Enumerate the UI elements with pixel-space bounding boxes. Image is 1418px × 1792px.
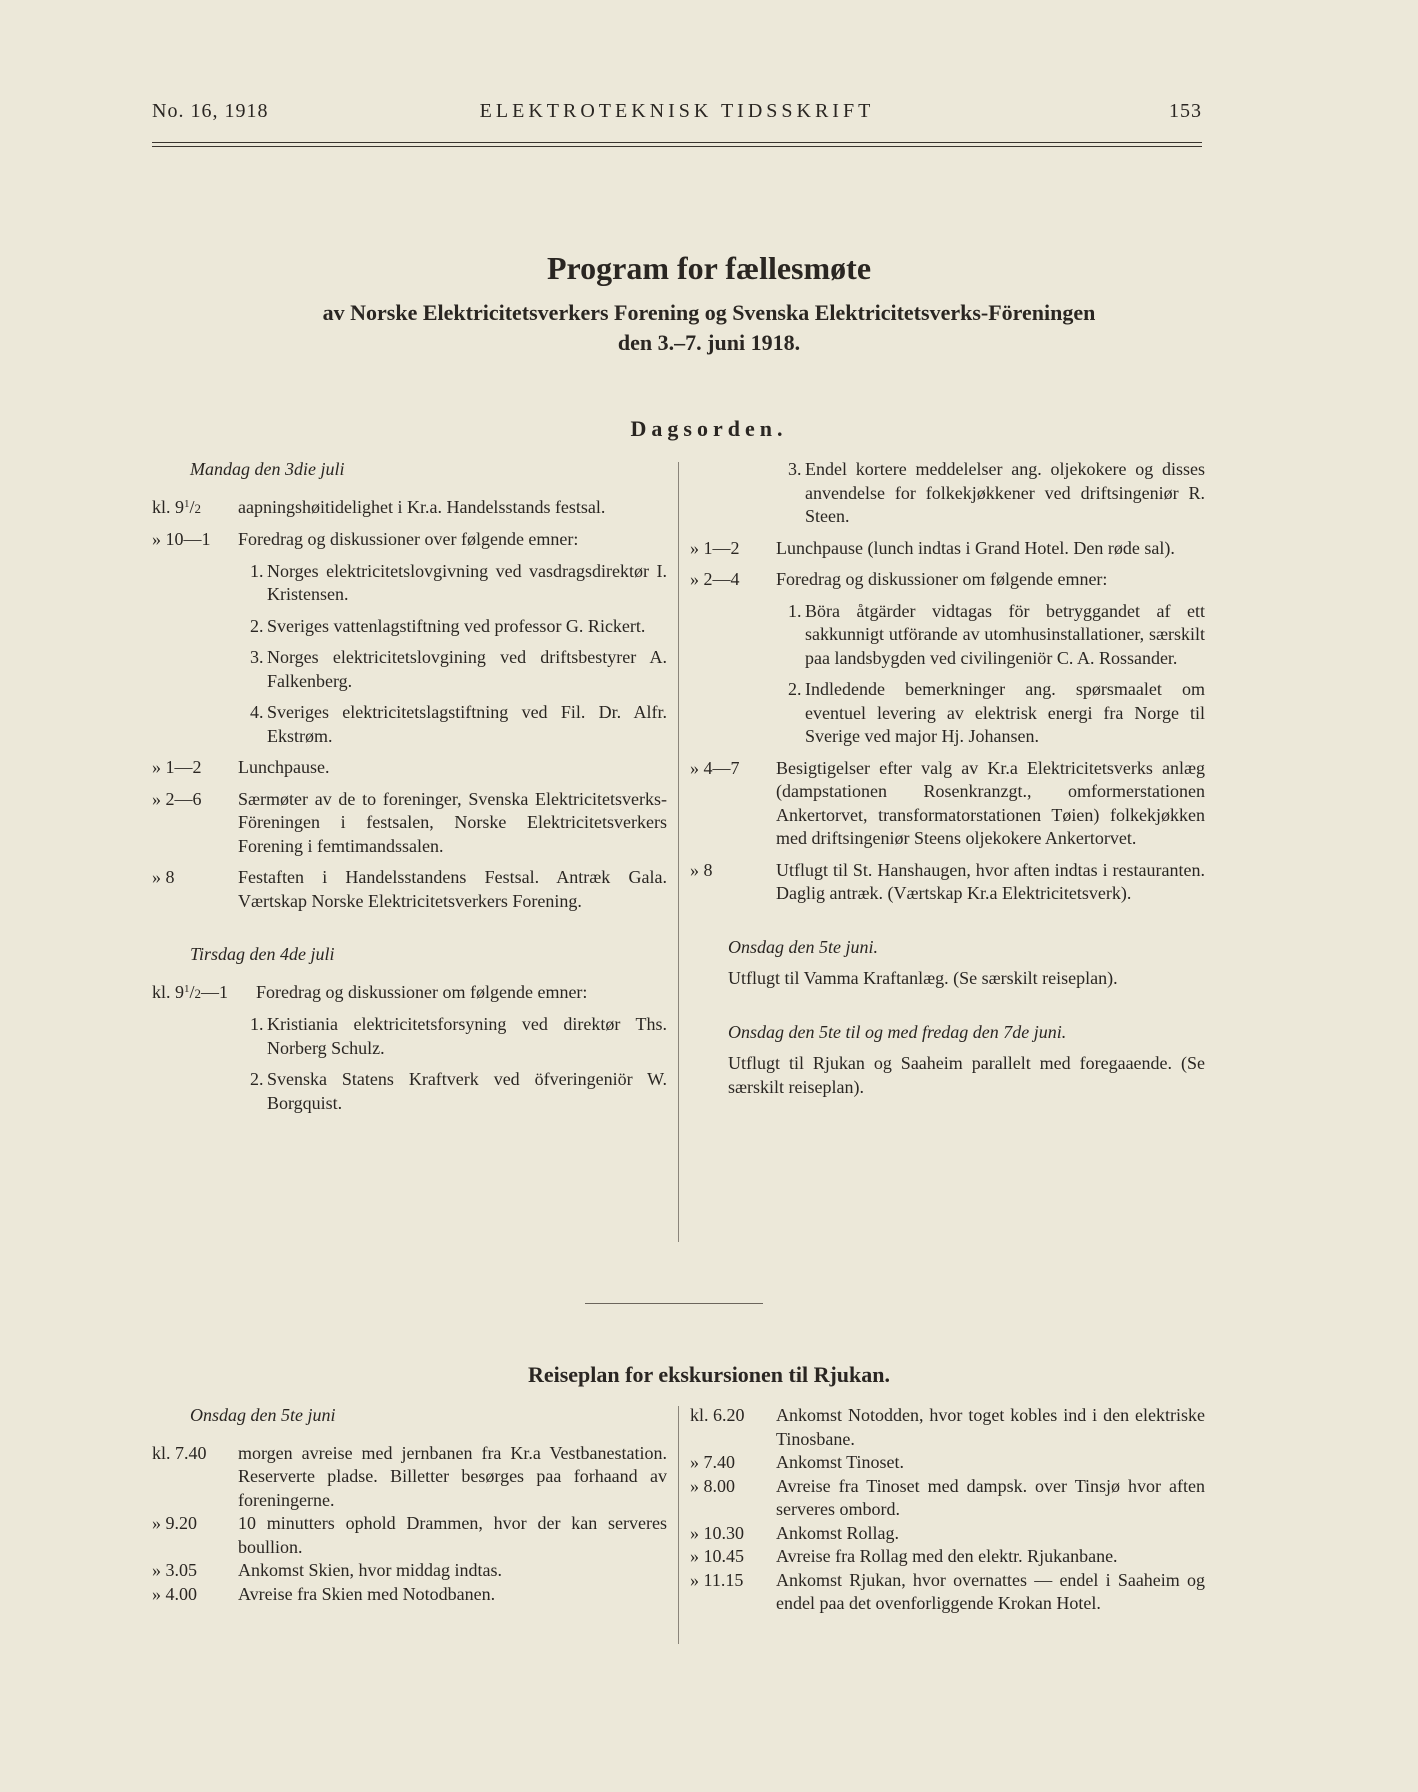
entry-text: Ankomst Rollag. [776, 1522, 900, 1543]
item-text: Indledende bemerkninger ang. spørsmaalet om eventuel levering av elektrisk energi fra Norge til Sverige ved major Hj. Johansen. [805, 679, 1205, 746]
agenda-entry [690, 537, 1205, 561]
column-divider [678, 462, 679, 1242]
time: kl. 6.20 [690, 1405, 745, 1425]
reiseplan-right-column [690, 1404, 1205, 1616]
list-item [690, 678, 1205, 749]
entry-text: 10 minutters ophold Drammen, hvor der kan serveres boullion. [238, 1513, 667, 1557]
schedule-entry [690, 1569, 1205, 1616]
time: » 3.05 [152, 1560, 197, 1580]
entry-text: Ankomst Notodden, hvor toget kobles ind i den elektriske Tinosbane. [776, 1405, 1205, 1449]
time: » 4—7 [690, 757, 740, 778]
item-text: Svenska Statens Kraftverk ved öfveringeniör W. Borgquist. [267, 1069, 667, 1113]
entry-text: Foredrag og diskussioner om følgende emner: [776, 569, 1108, 589]
schedule-entry [152, 1512, 667, 1559]
section-heading-dagsorden: Dagsorden. [630, 416, 788, 441]
item-text: Kristiania elektricitetsforsyning ved direktør Ths. Norberg Schulz. [267, 1014, 667, 1058]
time: » 8 [152, 867, 175, 887]
agenda-entry [152, 981, 667, 1006]
time: » 7.40 [690, 1452, 735, 1472]
entry-text: Besigtigelser efter valg av Kr.a Elektricitetsverks anlæg (dampstationen Rosenkranzgt., omformerstationen Ankertorvet, transformatorstationen Tøien) folkekjøkken med driftsingeniør Steens oljekokere Ankertorvet. [776, 757, 1205, 848]
item-text: Norges elektricitetslovgining ved driftsbestyrer A. Falkenberg. [267, 647, 667, 691]
agenda-entry [152, 496, 667, 521]
entry-text: Avreise fra Tinoset med dampsk. over Tinsjø hvor aften serveres ombord. [776, 1475, 1205, 1519]
entry-text: Ankomst Tinoset. [776, 1452, 905, 1472]
agenda-entry [690, 757, 1205, 851]
time: kl. $9^1/2$ [152, 496, 202, 517]
day-heading-tirsdag: Tirsdag den 4de juli [190, 944, 335, 964]
entry-text: Avreise fra Skien med Notodbanen. [238, 1583, 496, 1604]
list-item [690, 458, 1205, 529]
header-rule-bottom [152, 146, 1202, 147]
time: » 2—6 [152, 788, 202, 809]
paragraph: Utflugt til Vamma Kraftanlæg. (Se særskilt reiseplan). [728, 968, 1118, 988]
schedule-entry [690, 1522, 1205, 1546]
agenda-entry [690, 859, 1205, 906]
time: kl. $9^1/2—1$ [152, 981, 229, 1002]
item-text: Böra åtgärder vidtagas för betryggandet af ett sakkunnigt utförande av utomhusinstallationer, særskilt paa landsbygden ved civilingeniör C. A. Rossander. [805, 600, 1205, 668]
entry-text: Avreise fra Rollag med den elektr. Rjukanbane. [776, 1546, 1118, 1566]
item-text: Endel kortere meddelelser ang. oljekokere og disses anvendelse for folkekjøkkener ved driftsingeniør R. Steen. [805, 459, 1205, 526]
time: » 10.45 [690, 1546, 744, 1566]
time: » 9.20 [152, 1513, 197, 1533]
entry-text: Lunchpause. [238, 757, 330, 777]
article-title: Program for fællesmøte [546, 250, 872, 286]
item-number: 4. [250, 702, 264, 722]
time: » 8.00 [690, 1475, 735, 1496]
article-subtitle: av Norske Elektricitetsverkers Forening og Svenska Elektricitetsverks-Föreningen [322, 300, 1096, 325]
agenda-entry [152, 756, 667, 780]
entry-text: Utflugt til St. Hanshaugen, hvor aften indtas i restauranten. Daglig antræk. (Værtskap Kr.a Elektricitetsverk). [776, 859, 1205, 903]
day-heading-reiseplan: Onsdag den 5te juni [190, 1405, 336, 1425]
item-number: 2. [788, 679, 802, 699]
agenda-right-column [690, 458, 1205, 1099]
day-heading-onsdag: Onsdag den 5te juni. [728, 936, 878, 957]
time: » 1—2 [690, 537, 740, 558]
header-rule-top [152, 142, 1202, 143]
item-number: 1. [250, 560, 264, 581]
day-heading-mandag: Mandag den 3die juli [190, 459, 345, 479]
schedule-entry [152, 1442, 667, 1513]
item-number: 1. [788, 600, 802, 621]
item-text: Sveriges elektricitetslagstiftning ved Fil. Dr. Alfr. Ekstrøm. [267, 702, 667, 746]
column-divider [678, 1406, 679, 1644]
entry-text: aapningshøitidelighet i Kr.a. Handelsstands festsal. [238, 496, 606, 517]
schedule-entry [690, 1404, 1205, 1451]
agenda-entry [152, 866, 667, 913]
list-item [152, 701, 667, 748]
schedule-entry [690, 1451, 1205, 1475]
agenda-left-column [152, 458, 667, 1115]
item-text: Sveriges vattenlagstiftning ved professor G. Rickert. [267, 615, 646, 636]
reiseplan-left-column [152, 1404, 667, 1606]
schedule-entry [152, 1559, 667, 1583]
time: » 1—2 [152, 757, 202, 777]
section-heading-reiseplan: Reiseplan for ekskursionen til Rjukan. [527, 1362, 891, 1387]
list-item [152, 1068, 667, 1115]
paragraph: Utflugt til Rjukan og Saaheim parallelt med foregaaende. (Se særskilt reiseplan). [728, 1053, 1205, 1097]
entry-text: Ankomst Skien, hvor middag indtas. [238, 1560, 502, 1580]
list-item [152, 646, 667, 693]
item-text: Norges elektricitetslovgivning ved vasdragsdirektør I. Kristensen. [267, 560, 667, 604]
schedule-entry [152, 1583, 667, 1607]
item-number: 1. [250, 1014, 264, 1034]
item-number: 2. [250, 615, 264, 636]
entry-text: Foredrag og diskussioner om følgende emner: [256, 981, 588, 1002]
time: » 2—4 [690, 569, 740, 589]
time: kl. 7.40 [152, 1442, 207, 1463]
agenda-entry [152, 788, 667, 859]
list-item [152, 615, 667, 639]
journal-title: ELEKTROTEKNISK TIDSSKRIFT [479, 100, 875, 122]
entry-text: Lunchpause (lunch indtas i Grand Hotel. Den røde sal). [776, 537, 1175, 558]
time: » 10.30 [690, 1522, 744, 1543]
issue-number: No. 16, 1918 [152, 100, 269, 122]
page-number: 153 [1169, 100, 1202, 122]
entry-text: Festaften i Handelsstandens Festsal. Antræk Gala. Værtskap Norske Elektricitetsverkers Forening. [238, 867, 667, 911]
day-heading-onsdag-fredag: Onsdag den 5te til og med fredag den 7de juni. [728, 1021, 1067, 1042]
time: » 10—1 [152, 529, 211, 549]
item-number: 2. [250, 1069, 264, 1089]
running-header [152, 100, 1202, 130]
schedule-entry [690, 1545, 1205, 1569]
time: » 11.15 [690, 1569, 744, 1590]
entry-text: morgen avreise med jernbanen fra Kr.a Vestbanestation. Reserverte pladse. Billetter besørges paa forhaand av foreningerne. [238, 1442, 667, 1510]
entry-text: Ankomst Rjukan, hvor overnattes — endel i Saaheim og endel paa det ovenforliggende Krokan Hotel. [776, 1569, 1205, 1613]
agenda-entry [152, 528, 667, 552]
list-item [152, 1013, 667, 1060]
item-number: 3. [788, 459, 802, 479]
entry-text: Særmøter av de to foreninger, Svenska Elektricitetsverks-Föreningen i festsalen, Norske Elektricitetsverkers Forening i femtimandssalen. [238, 788, 667, 856]
item-number: 3. [250, 647, 264, 667]
entry-text: Foredrag og diskussioner over følgende emner: [238, 529, 579, 549]
agenda-entry [690, 568, 1205, 592]
time: » 8 [690, 859, 713, 880]
time: » 4.00 [152, 1583, 197, 1604]
list-item [152, 560, 667, 607]
list-item [690, 600, 1205, 671]
section-separator [585, 1303, 763, 1304]
schedule-entry [690, 1475, 1205, 1522]
article-date: den 3.–7. juni 1918. [617, 330, 801, 355]
